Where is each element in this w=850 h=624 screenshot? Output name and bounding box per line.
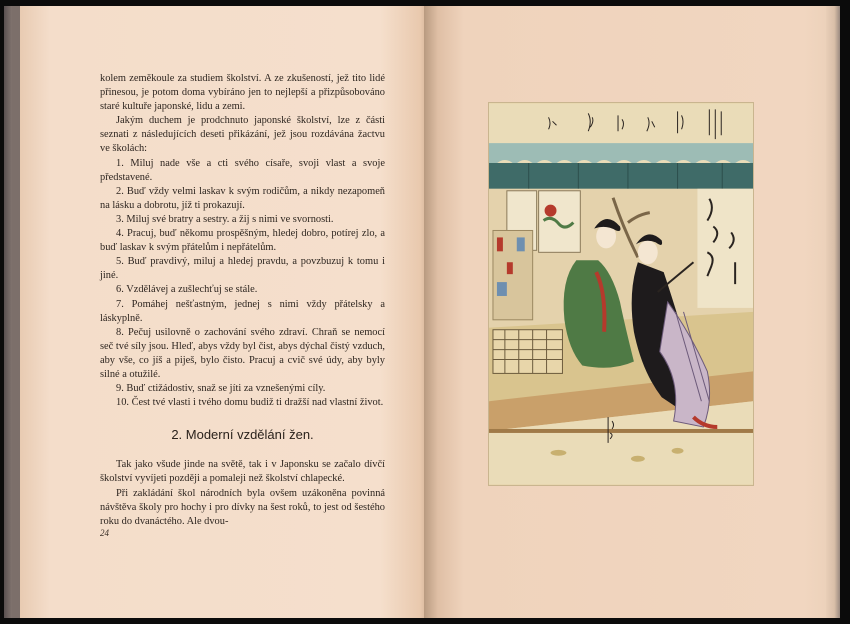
- section-paragraph-2: Při zakládání škol národních byla ovšem uzákoněna povinná návštěva školy pro hochy i pro dívky na šest roků, to jest od šestého roku do dvanáctého. Ale dvou-: [100, 487, 385, 527]
- intro-paragraph-2: Jakým duchem je prodchnuto japonské školství, lze z části seznati z následujících deseti přikázání, jež jsou rozdávána žactvu ve školách:: [100, 115, 385, 155]
- body-text: [100, 72, 385, 529]
- commandment-4: 4. Pracuj, buď někomu prospěšným, hledej dobro, potírej zlo, a buď laskav k svým přátelům i nepřátelům.: [100, 228, 385, 254]
- commandment-6: 6. Vzdělávej a zušlechťuj se stále.: [116, 284, 258, 296]
- section-heading: 2. Moderní vzdělání žen.: [171, 427, 314, 443]
- commandment-1: 1. Miluj nade vše a cti svého císaře, svoji vlast a svoje představené.: [100, 157, 385, 183]
- commandment-5: 5. Buď pravdivý, miluj a hledej pravdu, a povzbuzuj k tomu i jiné.: [100, 256, 385, 282]
- woodblock-illustration: [488, 102, 754, 486]
- commandment-3: 3. Miluj své bratry a sestry. a žij s nimi ve svornosti.: [116, 213, 334, 225]
- intro-paragraph-1: kolem zeměkoule za studiem školství. A ze zkušeností, jež tito lidé přinesou, je potom doma vybíráno jen to nejlepší a přizpůsobováno staré kultuře japonské, lidu a zemi.: [100, 73, 385, 113]
- scroll-center: [539, 191, 581, 253]
- commandment-7: 7. Pomáhej nešťastným, jednej s nimi vždy přátelsky a láskyplně.: [100, 298, 385, 324]
- commandment-2: 2. Buď vždy velmi laskav k svým rodičům, a nikdy nezapomeň na lásku a dobrotu, jíž ti prokazují.: [100, 185, 385, 211]
- section-paragraph-1: Tak jako všude jinde na světě, tak i v Japonsku se začalo dívčí školství vyvíjeti později a pomaleji než školství chlapecké.: [100, 459, 385, 485]
- commandment-9: 9. Buď ctižádostiv, snaž se jíti za vznešenými cíly.: [116, 383, 326, 395]
- page-edges: [826, 6, 840, 618]
- lattice-box: [493, 330, 562, 374]
- commandment-10: 10. Čest tvé vlasti i tvého domu budiž ti dražší nad vlastní život.: [116, 397, 384, 409]
- calligraphy-panel: [697, 189, 753, 308]
- commandment-8: 8. Pečuj usilovně o zachování svého zdraví. Chraň se nemocí seč tvé síly jsou. Hleď, abys vždy byl čist, abys dýchal čistý vzduch, aby vše, co jíš a piješ, bylo čisto. Pracuj a cvič své údy, aby byly silné a otužilé.: [100, 326, 385, 380]
- page-number: 24: [100, 528, 109, 538]
